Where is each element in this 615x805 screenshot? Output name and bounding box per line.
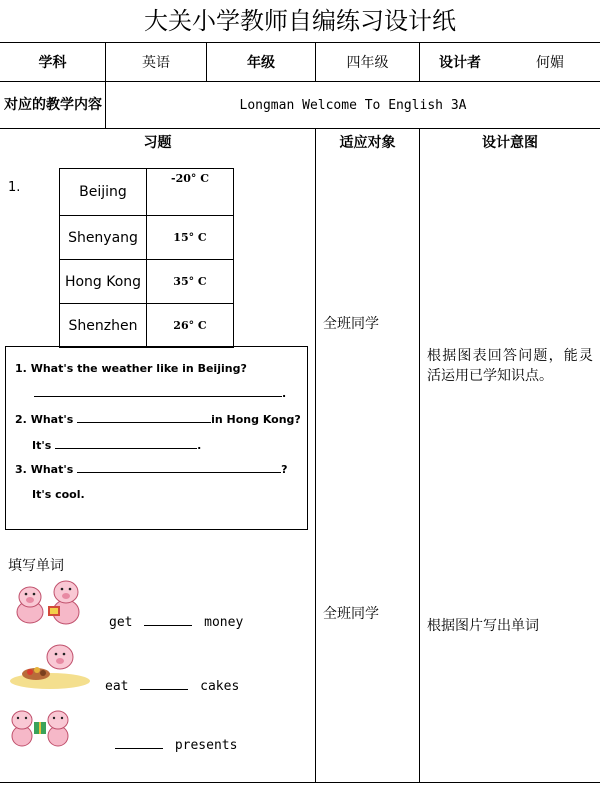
city-cell: Shenyang: [60, 216, 147, 260]
table-row: [60, 169, 234, 216]
temp-cell: -20° C: [147, 169, 234, 216]
blank-line: [34, 386, 282, 397]
table-row: [60, 260, 234, 304]
blank-line: [77, 462, 281, 473]
pig-cakes-picture: [6, 641, 92, 691]
exercise-1-number: 1.: [8, 180, 21, 195]
table-divider: [315, 128, 316, 782]
question-3: [15, 462, 287, 476]
question-text: What's: [30, 413, 74, 426]
question-1: [15, 362, 247, 375]
question-text: in Hong Kong?: [211, 413, 301, 426]
weather-table: [59, 168, 234, 348]
question-number: 3.: [15, 463, 27, 476]
city-cell: Hong Kong: [60, 260, 147, 304]
table-divider: [0, 128, 600, 129]
question-2: [15, 412, 301, 426]
word-suffix: money: [204, 615, 244, 630]
exercise-2-audience: 全班同学: [323, 606, 379, 622]
table-divider: [419, 128, 420, 782]
blank-line: [77, 412, 211, 423]
question-number: 1.: [15, 362, 27, 375]
exercise-1-audience: 全班同学: [323, 316, 379, 332]
subject-value: 英语: [142, 54, 170, 71]
table-row: [60, 216, 234, 260]
blank-line: [115, 738, 163, 749]
designer-label: 设计者: [439, 54, 481, 71]
fill-word-row-1: [109, 615, 243, 630]
fill-word-row-2: [105, 679, 239, 694]
temp-cell: 15° C: [147, 216, 234, 260]
page-title: 大关小学教师自编练习设计纸: [144, 7, 456, 35]
question-text: What's: [30, 463, 74, 476]
subject-label: 学科: [38, 54, 67, 71]
column-header-audience: 适应对象: [339, 135, 396, 151]
word-suffix: cakes: [200, 679, 240, 694]
content-label: 对应的教学内容: [4, 97, 102, 113]
city-cell: Shenzhen: [60, 304, 147, 348]
exercise-2-heading: 填写单词: [8, 558, 64, 574]
temp-cell: 26° C: [147, 304, 234, 348]
word-prefix: eat: [105, 679, 129, 694]
exercise-1-intent: 根据图表回答问题，能灵活运用已学知识点。: [427, 348, 593, 384]
punctuation: .: [197, 439, 202, 452]
content-value: Longman Welcome To English 3A: [239, 97, 467, 113]
exercise-2-intent: 根据图片写出单词: [427, 618, 539, 634]
column-header-intent: 设计意图: [482, 135, 538, 151]
grade-label: 年级: [247, 54, 275, 71]
answer-line-2: [32, 438, 201, 452]
column-header-exercise: 习题: [143, 135, 172, 151]
grade-value: 四年级: [346, 54, 389, 71]
designer-value: 何媚: [536, 54, 564, 71]
table-row: [60, 304, 234, 348]
punctuation: ?: [281, 463, 288, 476]
table-border-bottom: [0, 782, 600, 783]
blank-line: [140, 679, 188, 690]
pigs-presents-picture: [8, 704, 72, 750]
temp-cell: 35° C: [147, 260, 234, 304]
answer-prefix: It's: [32, 439, 52, 452]
fill-word-row-3: [115, 738, 237, 753]
blank-line: [55, 438, 197, 449]
blank-line: [144, 615, 192, 626]
punctuation: .: [282, 387, 287, 400]
word-suffix: presents: [174, 738, 238, 753]
city-cell: Beijing: [60, 169, 147, 216]
word-prefix: get: [109, 615, 133, 630]
answer-line-1: [34, 386, 286, 400]
question-number: 2.: [15, 413, 27, 426]
pigs-money-picture: [6, 578, 92, 628]
answer-line-3: It's cool.: [32, 488, 85, 501]
question-text: What's the weather like in Beijing?: [30, 362, 247, 375]
